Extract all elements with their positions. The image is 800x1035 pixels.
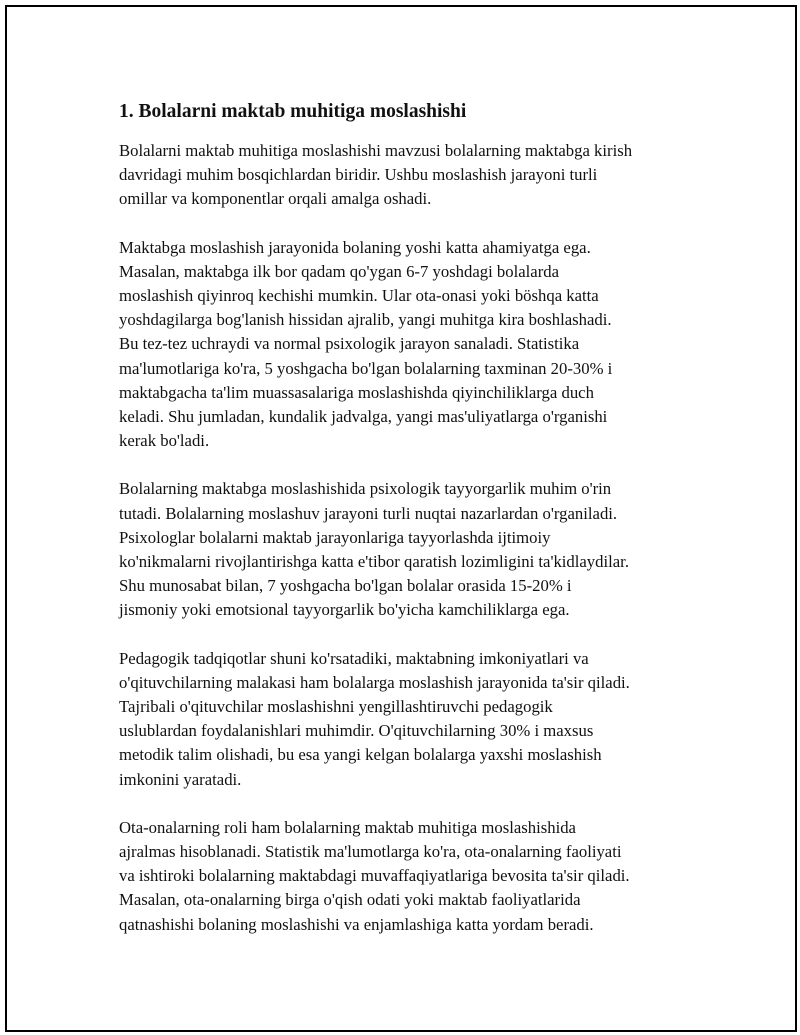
text-line: Bolalarni maktab muhitiga moslashishi mavzusi bolalarning maktabga kirish <box>119 141 633 160</box>
paragraph-1 <box>119 139 699 212</box>
paragraph-3 <box>119 477 699 622</box>
text-line: va ishtiroki bolalarning maktabdagi muvaffaqiyatlariga bevosita ta'sir qiladi. <box>119 866 630 886</box>
text-line: moslashish qiyinroq kechishi mumkin. Ular ota-onasi yoki böshqa katta <box>119 286 599 306</box>
text-line: o'qituvchilarning malakasi ham bolalarga moslashish jarayonida ta'sir qiladi. <box>119 672 630 692</box>
paragraph-5 <box>119 816 699 937</box>
text-line: keladi. Shu jumladan, kundalik jadvalga, yangi mas'uliyatlarga o'rganishi <box>119 407 608 427</box>
text-line: imkonini yaratadi. <box>119 769 242 789</box>
text-line: Masalan, maktabga ilk bor qadam qo'ygan 6-7 yoshdagi bolalarda <box>119 261 560 281</box>
text-line: Pedagogik tadqiqotlar shuni ko'rsatadiki, maktabning imkoniyatlari va <box>119 648 589 668</box>
text-line: Shu munosabat bilan, 7 yoshgacha bo'lgan bolalar orasida 15-20% i <box>119 576 572 596</box>
paragraph-4 <box>119 647 699 792</box>
text-line: qatnashishi bolaning moslashishi va enjamlashiga katta yordam beradi. <box>119 914 594 934</box>
text-line: yoshdagilarga bog'lanish hissidan ajralib, yangi muhitga kira boshlashadi. <box>119 310 612 330</box>
text-line: ma'lumotlariga ko'ra, 5 yoshgacha bo'lgan bolalarning taxminan 20-30% i <box>119 358 613 378</box>
text-line: Maktabga moslashish jarayonida bolaning yoshi katta ahamiyatga ega. <box>119 237 591 257</box>
text-line: ko'nikmalarni rivojlantirishga katta e'tibor qaratish lozimligini ta'kidlaydilar. <box>119 552 629 572</box>
section-heading: 1. Bolalarni maktab muhitiga moslashishi <box>119 101 467 122</box>
text-line: omillar va komponentlar orqali amalga oshadi. <box>119 189 432 209</box>
text-line: davridagi muhim bosqichlardan biridir. Ushbu moslashish jarayoni turli <box>119 165 598 185</box>
text-line: maktabgacha ta'lim muassasalariga moslashishda qiyinchiliklarga duch <box>119 382 594 402</box>
text-line: ajralmas hisoblanadi. Statistik ma'lumotlarga ko'ra, ota-onalarning faoliyati <box>119 842 622 862</box>
text-line: Bu tez-tez uchraydi va normal psixologik jarayon sanaladi. Statistika <box>119 334 580 354</box>
text-line: Bolalarning maktabga moslashishida psixologik tayyorgarlik muhim o'rin <box>119 479 612 499</box>
page-frame <box>5 5 797 1032</box>
text-line: Psixologlar bolalarni maktab jarayonlariga tayyorlashda ijtimoiy <box>119 527 551 547</box>
text-line: metodik talim olishadi, bu esa yangi kelgan bolalarga yaxshi moslashish <box>119 745 602 765</box>
paragraph-2 <box>119 236 699 454</box>
document-body <box>119 97 699 961</box>
text-line: jismoniy yoki emotsional tayyorgarlik bo'yicha kamchiliklarga ega. <box>119 600 570 620</box>
text-line: Tajribali o'qituvchilar moslashishni yengillashtiruvchi pedagogik <box>119 697 553 717</box>
text-line: Ota-onalarning roli ham bolalarning maktab muhitiga moslashishida <box>119 817 576 837</box>
text-line: tutadi. Bolalarning moslashuv jarayoni turli nuqtai nazarlardan o'rganiladi. <box>119 503 618 523</box>
text-line: Masalan, ota-onalarning birga o'qish odati yoki maktab faoliyatlarida <box>119 890 581 910</box>
text-line: kerak bo'ladi. <box>119 431 210 451</box>
text-line: uslublardan foydalanishlari muhimdir. O'qituvchilarning 30% i maxsus <box>119 721 594 741</box>
